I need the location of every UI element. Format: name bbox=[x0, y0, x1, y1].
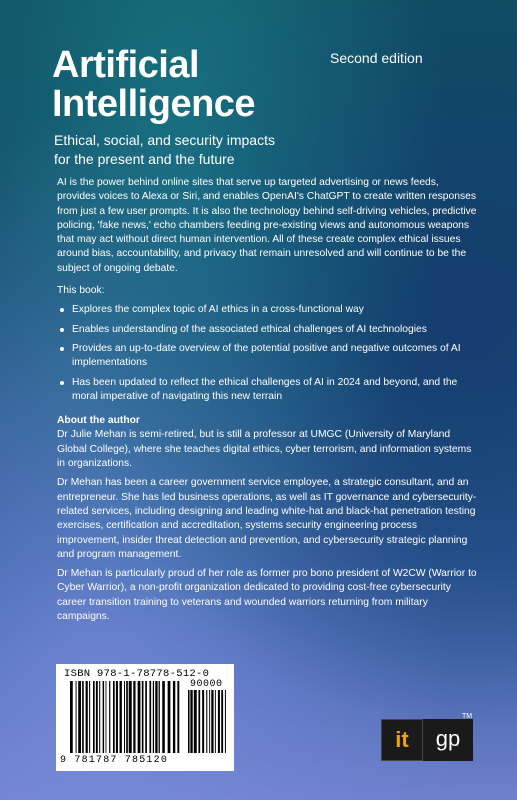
barcode-bar bbox=[173, 681, 175, 753]
barcode-bar bbox=[86, 681, 88, 753]
barcode-bar bbox=[149, 681, 151, 753]
feature-item bbox=[57, 376, 477, 405]
barcode-digits: 9 781787 785120 bbox=[60, 755, 169, 766]
feature-text: Enables understanding of the associated ethical challenges of AI technologies bbox=[72, 323, 427, 335]
barcode-addon-bars bbox=[188, 690, 228, 753]
barcode-bar bbox=[93, 681, 95, 753]
feature-text: Explores the complex topic of AI ethics in a cross-functional way bbox=[72, 304, 364, 316]
book-title bbox=[52, 46, 255, 124]
barcode-addon-number: 90000 bbox=[190, 679, 223, 690]
barcode-bar bbox=[126, 681, 128, 753]
barcode-bar bbox=[99, 681, 100, 753]
barcode-bar bbox=[188, 690, 190, 753]
barcode-bar bbox=[194, 690, 197, 753]
feature-text: Has been updated to reflect the ethical challenges of AI in 2024 and beyond, and the moral imperative of navigating this new terrain bbox=[72, 376, 458, 402]
barcode-bar bbox=[109, 681, 110, 753]
barcode-bar bbox=[76, 681, 77, 753]
barcode-bar bbox=[145, 681, 147, 753]
barcode-bar bbox=[103, 681, 104, 753]
author-paragraph: Dr Julie Mehan is semi-retired, but is still a professor at UMGC (University of Maryland Global College), where she teaches digital ethics, cyber terrorism, and information systems in organizations. bbox=[57, 429, 472, 470]
publisher-logo-gp: gp bbox=[423, 719, 473, 761]
edition-label: Second edition bbox=[330, 50, 423, 66]
barcode-bar bbox=[78, 681, 81, 753]
trademark-mark: TM bbox=[462, 713, 473, 720]
barcode-bar bbox=[124, 681, 125, 753]
barcode-bar bbox=[133, 681, 135, 753]
barcode-bar bbox=[202, 690, 204, 753]
barcode-bar bbox=[116, 681, 118, 753]
barcode-bar bbox=[198, 690, 200, 753]
barcode-bar bbox=[142, 681, 144, 753]
feature-item bbox=[57, 303, 477, 317]
feature-item bbox=[57, 342, 477, 371]
title-line-2: Intelligence bbox=[52, 83, 256, 125]
barcode-bar bbox=[120, 681, 122, 753]
barcode-bar bbox=[129, 681, 132, 753]
subtitle-line-2: for the present and the future bbox=[54, 151, 235, 167]
barcode-bar bbox=[70, 681, 73, 753]
about-author-heading: About the author bbox=[57, 415, 140, 427]
feature-item bbox=[57, 323, 477, 337]
bullet-icon bbox=[60, 381, 64, 385]
barcode-bar bbox=[155, 681, 157, 753]
barcode-bar bbox=[113, 681, 115, 753]
barcode-bar bbox=[96, 681, 98, 753]
title-line-1: Artificial bbox=[52, 44, 200, 86]
publisher-logo bbox=[381, 719, 477, 761]
back-cover-text bbox=[57, 176, 477, 629]
barcode-bar bbox=[218, 690, 220, 753]
barcode-bar bbox=[211, 690, 213, 753]
barcode-bar bbox=[177, 681, 179, 753]
barcode-bar bbox=[82, 681, 84, 753]
publisher-logo-it: it bbox=[381, 719, 423, 761]
bullet-icon bbox=[60, 308, 64, 312]
isbn-text: ISBN 978-1-78778-512-0 bbox=[64, 668, 210, 680]
bullet-icon bbox=[60, 347, 64, 351]
this-book-label: This book: bbox=[57, 285, 105, 297]
barcode-bars bbox=[70, 681, 180, 753]
barcode-bar bbox=[162, 681, 165, 753]
barcode-bar bbox=[225, 690, 226, 753]
feature-list bbox=[57, 303, 477, 404]
barcode-bar bbox=[153, 681, 154, 753]
barcode-bar bbox=[106, 681, 107, 753]
bullet-icon bbox=[60, 328, 64, 332]
barcode-bar bbox=[206, 690, 207, 753]
book-subtitle bbox=[54, 131, 275, 169]
author-paragraph: Dr Mehan has been a career government service employee, a strategic consultant, and an entrepreneur. She has led business operations, as well as IT governance and cybersecurity-related services, including designing and leading white-hat and black-hat penetration testing exercises, certification and accreditation, systems security engineering process improvement, insider threat detection and prevention, and cybersecurity strategic planning and program management. bbox=[57, 477, 477, 560]
barcode-bar bbox=[209, 690, 210, 753]
intro-paragraph: AI is the power behind online sites that serve up targeted advertising or news feeds, provides voices to Alexa or Siri, and enables OpenAI's ChatGPT to create written responses from just a few user prompts. It is also the technology behind self-driving vehicles, predictive policing, 'fake news,' echo chambers feeding pre-existing views and autonomous weapons that may act without direct human intervention. All of these create complex ethical issues around bias, accountability, and privacy that remain unresolved and will continue to be the subject of ongoing debate. bbox=[57, 177, 477, 274]
feature-text: Provides an up-to-date overview of the potential positive and negative outcomes of AI implementations bbox=[72, 342, 461, 369]
author-paragraph: Dr Mehan is particularly proud of her role as former pro bono president of W2CW (Warrior to Cyber Warrior), a non-profit organization dedicated to providing cost-free cybersecurity career transition training to veterans and wounded warriors returning from military campaigns. bbox=[57, 568, 477, 623]
subtitle-line-1: Ethical, social, and security impacts bbox=[54, 132, 275, 148]
barcode-bar bbox=[138, 681, 141, 753]
barcode-bar bbox=[89, 681, 90, 753]
barcode-bar bbox=[190, 690, 192, 753]
barcode-bar bbox=[168, 681, 171, 753]
isbn-barcode bbox=[56, 664, 234, 771]
barcode-bar bbox=[221, 690, 223, 753]
barcode-bar bbox=[215, 690, 216, 753]
barcode-bar bbox=[159, 681, 160, 753]
